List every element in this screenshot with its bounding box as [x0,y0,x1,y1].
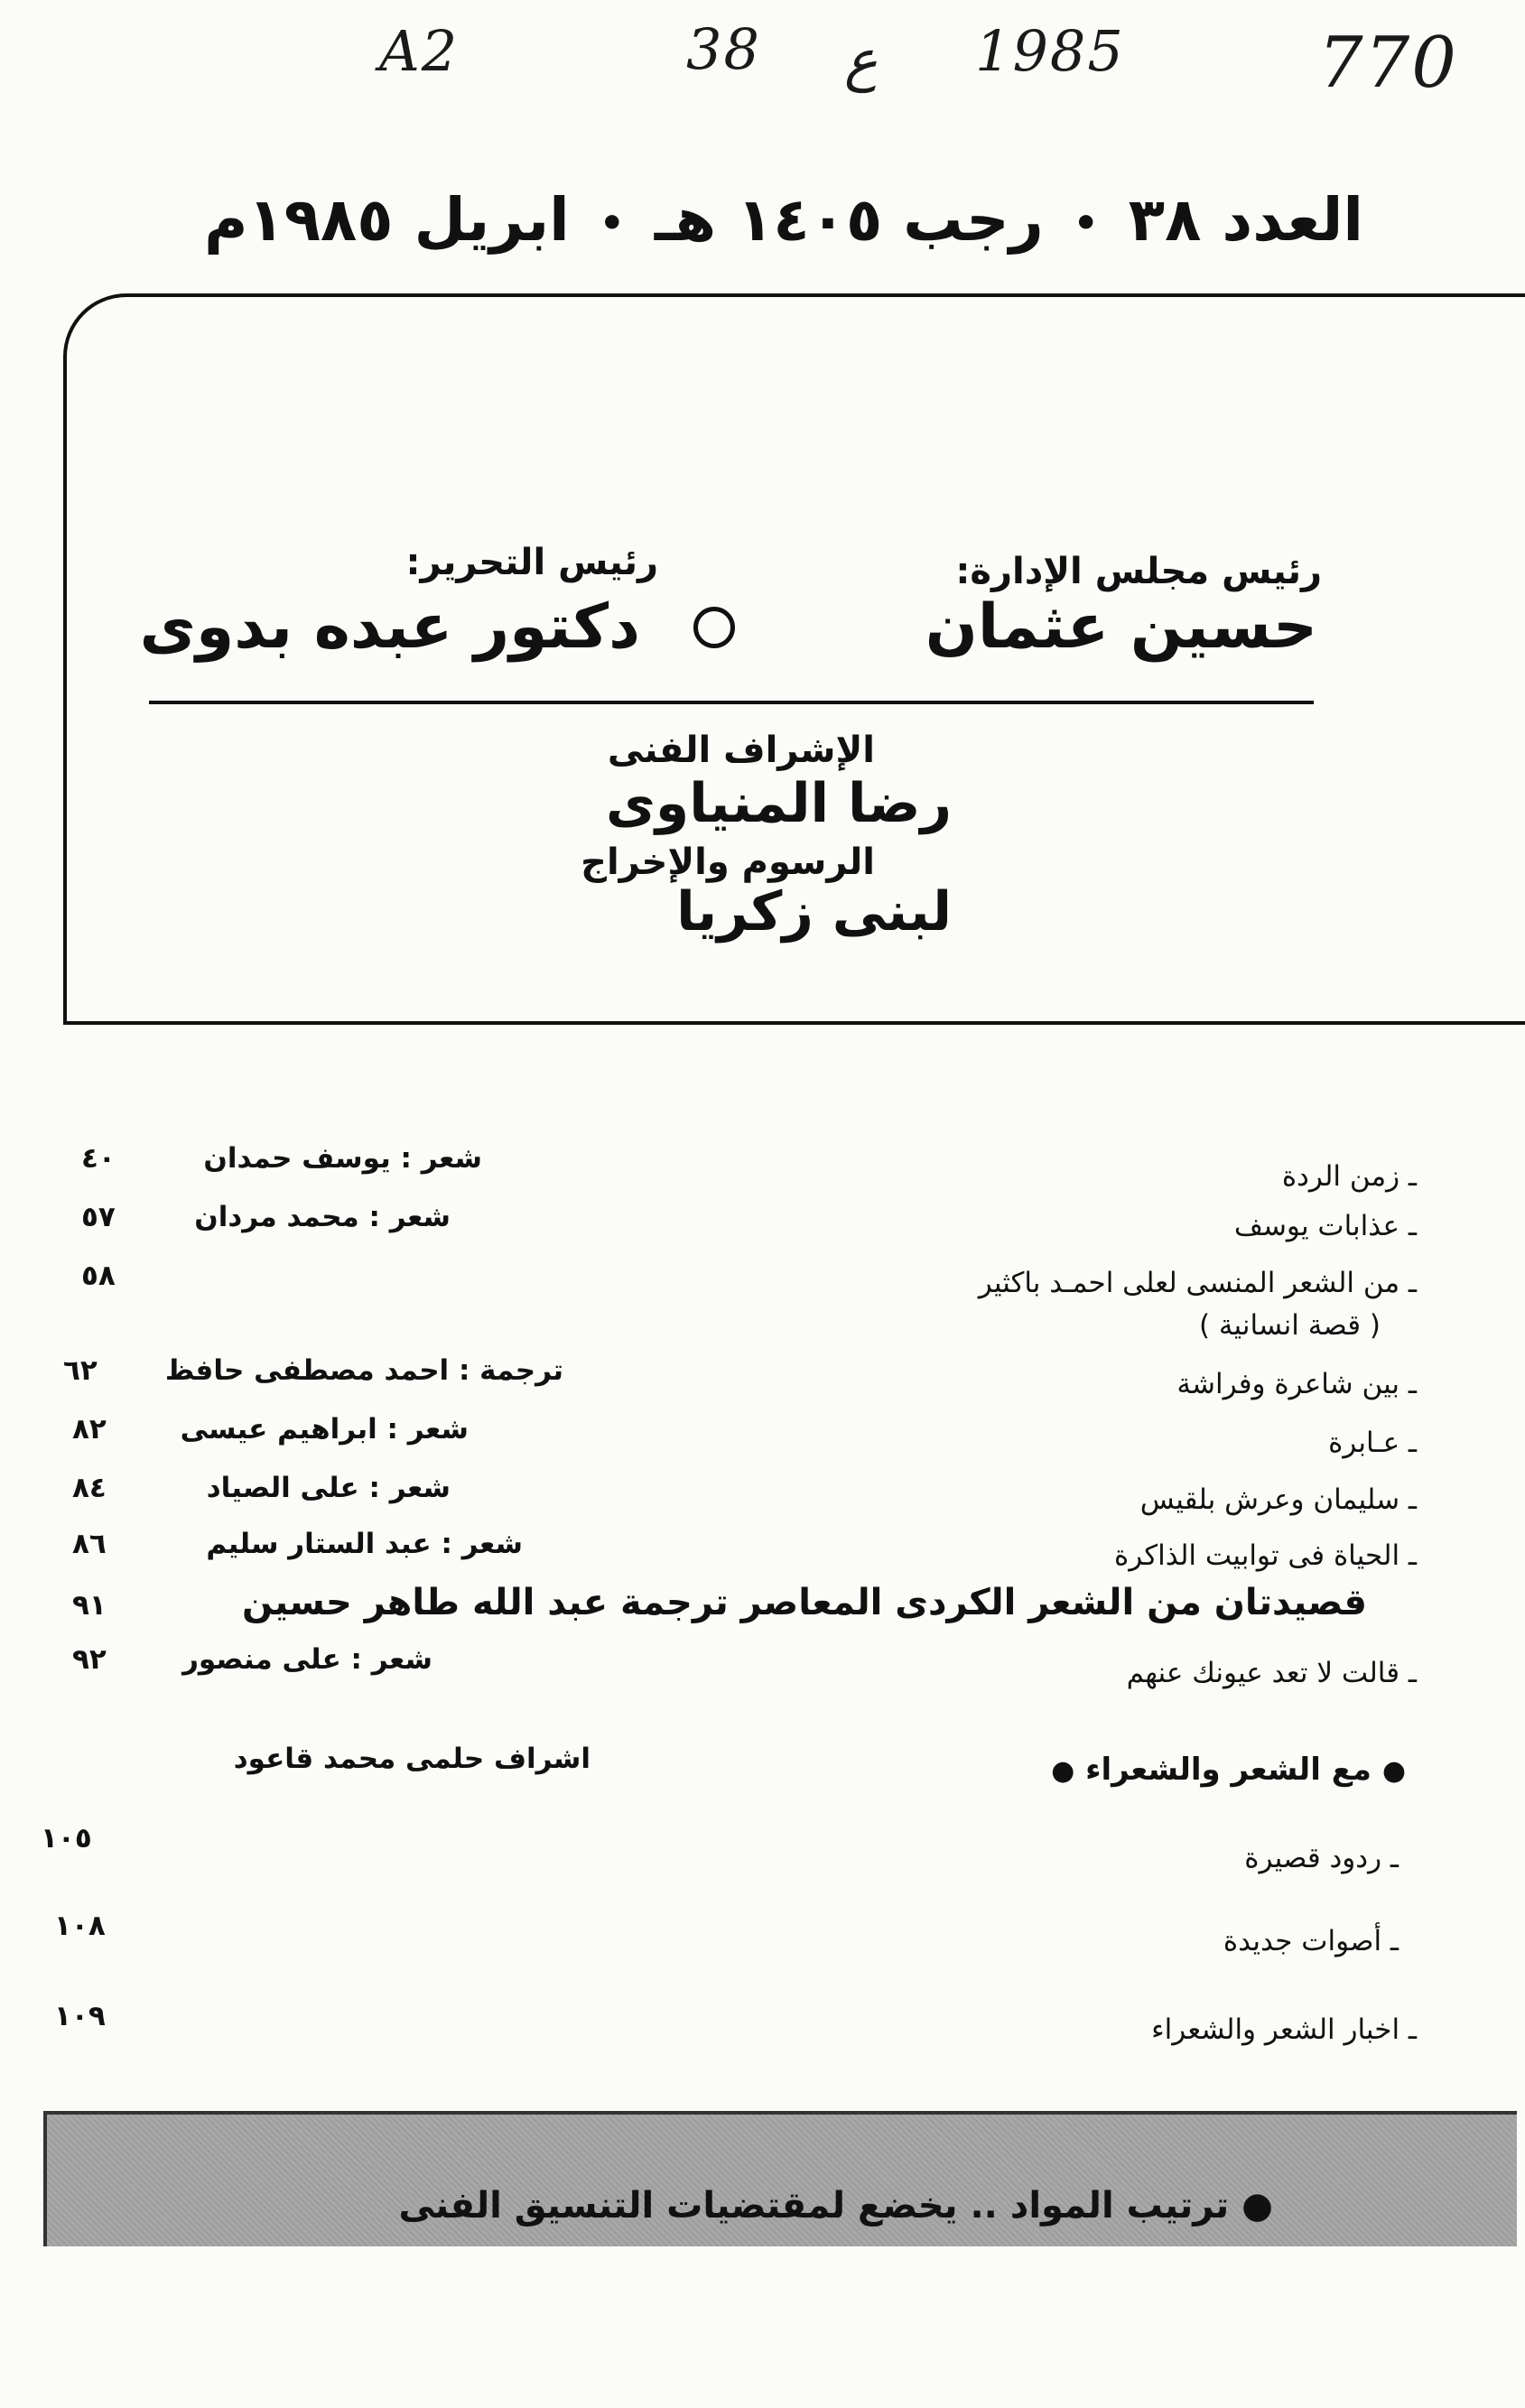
toc-author: شعر : عبد الستار سليم [206,1528,523,1560]
toc-title: ـ عذابات يوسف [1233,1210,1417,1242]
toc-page: ٨٤ [72,1472,107,1504]
toc-author: شعر : على الصياد [206,1472,451,1504]
toc-page: ٤٠ [81,1142,116,1175]
circle-separator-icon [693,607,735,648]
toc-title: ـ أصوات جديدة [1223,1925,1399,1957]
issue-gregorian-date: ابريل ١٩٨٥م [204,185,570,255]
toc-page: ٨٦ [72,1528,107,1560]
bullet-icon: ● [1381,1755,1406,1787]
editor-label: رئيس التحرير: [405,542,658,583]
section-supervisor: اشراف حلمى محمد قاعود [233,1743,590,1775]
masthead-divider [149,701,1314,704]
chairman-name: حسين عثمان [925,591,1317,663]
toc-title: ـ بين شاعرة وفراشة [1176,1368,1417,1400]
toc-author: ترجمة : احمد مصطفى حافظ [164,1354,563,1387]
toc-title: ـ سليمان وعرش بلقيس [1139,1483,1417,1516]
toc-title: ـ من الشعر المنسى لعلى احمـد باكثير [978,1267,1417,1299]
section-title: مع الشعر والشعراء [1085,1752,1372,1788]
toc-page: ٥٧ [81,1201,116,1233]
bullet-icon: ● [1051,1755,1075,1787]
illustration-name: لبنى زكريا [676,880,952,944]
editor-name: دكتور عبده بدوى [139,591,640,663]
toc-page: ٥٨ [81,1260,116,1292]
toc-title: ـ زمن الردة [1281,1160,1417,1193]
section-header [1051,1752,1406,1788]
toc-page: ٦٢ [63,1354,98,1387]
toc-author: شعر : ابراهيم عيسى [180,1413,469,1446]
toc-title: قصيدتان من الشعر الكردى المعاصر ترجمة عبد الله طاهر حسين [242,1582,1367,1623]
toc-page: ٩٢ [72,1643,107,1676]
handwritten-code: A2 [379,18,460,84]
toc-author: شعر : يوسف حمدان [203,1142,482,1175]
chairman-label: رئيس مجلس الإدارة: [955,551,1322,592]
toc-page: ٩١ [72,1589,107,1622]
issue-line [81,185,1363,255]
issue-number: العدد ٣٨ [1128,185,1363,255]
handwritten-letter: ع [844,27,878,93]
art-director-label: الإشراف الفنى [607,730,875,771]
notice-text: ● ترتيب المواد .. يخضع لمقتضيات التنسيق الفنى [398,2185,1273,2227]
toc-title: ـ عـابرة [1328,1427,1417,1459]
toc-title: ـ الحياة فى توابيت الذاكرة [1114,1539,1417,1572]
illustration-label: الرسوم والإخراج [581,841,875,883]
toc-title: ـ ردود قصيرة [1244,1842,1399,1874]
toc-page: ١٠٥ [41,1822,92,1855]
handwritten-number: 38 [686,16,761,82]
toc-page: ١٠٨ [54,1910,106,1942]
separator-dot: • [599,200,625,247]
handwritten-serial: 770 [1318,23,1458,104]
toc-subtitle: ( قصة انسانية ) [1198,1309,1381,1342]
toc-title: ـ اخبار الشعر والشعراء [1151,2013,1417,2046]
toc-author: شعر : محمد مردان [194,1201,451,1233]
separator-dot: • [1073,200,1099,247]
art-director-name: رضا المنياوى [605,772,952,835]
toc-page: ٨٢ [72,1413,107,1446]
toc-author: شعر : على منصور [182,1643,432,1676]
handwritten-year: 1985 [975,18,1125,84]
issue-hijri-date: رجب ١٤٠٥ هـ [654,185,1044,255]
toc-page: ١٠٩ [54,2000,106,2032]
toc-title: ـ قالت لا تعد عيونك عنهم [1126,1657,1417,1689]
